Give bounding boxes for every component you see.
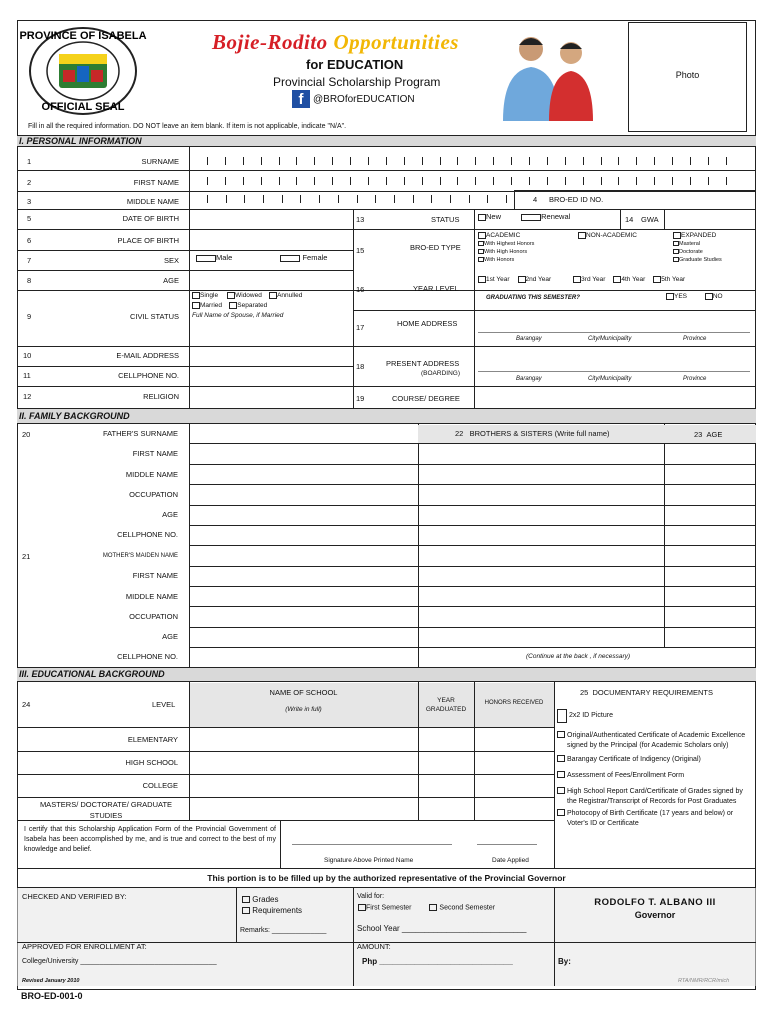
year-grad-header [418, 696, 474, 714]
type-academic-checkbox[interactable] [478, 232, 486, 239]
year-label: 3rd Year [581, 276, 606, 284]
level-masters: MASTERS/ DOCTORATE/ GRADUATE STUDIES [39, 800, 173, 820]
year-grad-header-line1: YEAR [437, 697, 455, 704]
requirements-check-label: Requirements [252, 906, 303, 915]
office-banner: This portion is to be filled up by the authorized representative of the Provincial Governor [207, 873, 566, 883]
type-academic-label: ACADEMIC [486, 232, 521, 240]
req-label: High School Report Card/Certificate of Grades signed by the Registrar/Transcript of Records for Post Graduates [567, 788, 743, 805]
academic-opt: With Honors [484, 257, 515, 264]
status-new-label: New [486, 212, 502, 221]
siblings-num: 22 [455, 429, 464, 438]
row-label: CELLPHONE NO. [118, 371, 179, 380]
academic-opt: With High Honors [484, 249, 528, 256]
row-label: RELIGION [143, 392, 179, 401]
level-college: COLLEGE [142, 781, 178, 790]
status-renewal-label: Renewal [541, 212, 571, 221]
sex-male-checkbox[interactable] [196, 255, 216, 262]
status-new-checkbox[interactable] [478, 214, 486, 221]
second-sem-checkbox[interactable] [429, 904, 437, 911]
bro-id-num: 4 [533, 195, 538, 204]
year-label: 1st Year [486, 276, 510, 284]
facebook-icon: f [292, 90, 310, 108]
second-sem-label: Second Semester [439, 904, 496, 912]
civil-widowed-label: Widowed [235, 292, 262, 299]
year-2-checkbox[interactable] [518, 276, 526, 283]
civil-separated-label: Separated [237, 302, 268, 309]
row-label: FIRST NAME [133, 178, 179, 187]
year-1-checkbox[interactable] [478, 276, 486, 283]
sibling-age-header [694, 430, 722, 439]
row-num: 10 [23, 351, 32, 360]
status-options [478, 212, 570, 221]
row-num: 7 [27, 256, 32, 265]
checked-options [242, 894, 302, 916]
home-address-num: 17 [356, 323, 365, 332]
type-label: BRO-ED TYPE [410, 243, 461, 252]
brand-part2: Rodito [267, 30, 334, 54]
civil-single-label: Single [200, 292, 219, 299]
row-num: 11 [23, 371, 31, 380]
date-applied-label: Date Applied [492, 857, 529, 864]
graduating-no-label: NO [712, 293, 723, 301]
revised-note: Revised January 2010 [22, 978, 80, 984]
father-num: 20 [22, 430, 31, 439]
certification-text: I certify that this Scholarship Application Form of the Provincial Government of Isabela has been accomplished by me, and is true and correct to the best of my knowledge and belief. [24, 826, 276, 853]
school-header-label: NAME OF SCHOOL [269, 688, 338, 697]
brand-part1: Bojie- [212, 30, 268, 54]
row-num: 2 [27, 178, 32, 187]
present-address-num: 18 [356, 362, 365, 371]
year-label: 2nd Year [525, 276, 552, 284]
first-sem-label: First Semester [366, 904, 412, 912]
present-address-label: PRESENT ADDRESS [386, 359, 460, 368]
civil-married-label: Married [200, 302, 223, 309]
req-label: Photocopy of Birth Certificate (17 years and below) or Voter's ID or Certificate [567, 810, 734, 827]
father-middlename-label: MIDDLE NAME [125, 469, 178, 479]
firstname-letter-boxes[interactable] [207, 177, 727, 185]
sex-female-label: Female [302, 253, 328, 262]
level-elementary: ELEMENTARY [127, 735, 178, 744]
mother-maiden-label: MOTHER'S MAIDEN NAME [102, 553, 178, 559]
type-nonacademic-label: NON-ACADEMIC [586, 232, 637, 240]
bro-id-label: BRO-ED ID NO. [549, 195, 604, 204]
year-label: 4th Year [621, 276, 646, 284]
governor-portrait-image [489, 27, 607, 121]
expanded-opt: Doctorate [679, 249, 703, 256]
middlename-letter-boxes[interactable] [207, 195, 507, 203]
row-label: MIDDLE NAME [126, 197, 179, 206]
valid-for-label: Valid for: [357, 893, 385, 900]
req-checkbox[interactable] [557, 709, 567, 723]
photo-label: Photo [675, 70, 700, 80]
siblings-header [455, 429, 610, 438]
section-education-title: III. EDUCATIONAL BACKGROUND [17, 667, 756, 682]
brand-subtitle: for EDUCATION [306, 57, 404, 72]
sex-female-checkbox[interactable] [280, 255, 300, 262]
graduating-yes-checkbox[interactable] [666, 293, 674, 300]
course-label: COURSE/ DEGREE [392, 394, 460, 403]
sibling-age-label: AGE [706, 430, 723, 439]
city-label: City/Municipality [588, 336, 632, 342]
year-3-checkbox[interactable] [573, 276, 581, 283]
by-label: By: [558, 957, 571, 966]
grades-label: Grades [252, 895, 279, 904]
instruction-text: Fill in all the required information. DO NOT leave an item blank. If item is not applicable, indicate "N/A". [28, 123, 347, 130]
father-occupation-label: OCCUPATION [129, 489, 178, 499]
req-label: Assessment of Fees/Enrollment Form [567, 772, 685, 779]
remarks-field[interactable]: Remarks: ______________ [240, 927, 327, 934]
status-renewal-checkbox[interactable] [521, 214, 541, 221]
college-field[interactable]: College/University ___________________________________ [22, 958, 217, 965]
row-num: 6 [27, 236, 32, 245]
section-family-title: II. FAMILY BACKGROUND [17, 408, 756, 424]
type-nonacademic [578, 232, 637, 239]
governor-name: RODOLFO T. ALBANO III [594, 897, 716, 908]
school-header-sub: (Write in full) [285, 706, 322, 713]
academic-opt: With Highest Honors [484, 241, 535, 248]
expanded-opt: Graduate Studies [679, 257, 722, 264]
expanded-opt: Masteral [679, 241, 701, 248]
sibling-age-num: 23 [694, 430, 703, 439]
civil-annulled-checkbox[interactable] [269, 292, 277, 299]
checked-by-label: CHECKED AND VERIFIED BY: [22, 892, 127, 901]
sex-options [196, 253, 327, 262]
photo-box[interactable] [628, 22, 747, 132]
req-checkbox[interactable] [557, 755, 565, 762]
row-num: 1 [27, 157, 32, 166]
seal-top-text: PROVINCE OF ISABELA [19, 30, 147, 42]
program-title: Provincial Scholarship Program [273, 75, 441, 89]
home-address-label: HOME ADDRESS [397, 319, 458, 328]
section-personal-title: I. PERSONAL INFORMATION [17, 135, 756, 147]
mother-occupation-label: OCCUPATION [129, 611, 178, 621]
yearlevel-label: YEAR LEVEL [413, 284, 459, 293]
gwa-label: GWA [641, 215, 659, 224]
social-handle [292, 90, 415, 108]
father-surname-label: FATHER'S SURNAME [102, 429, 178, 438]
barangay-label: Barangay [516, 376, 542, 382]
city-label: City/Municipality [588, 376, 632, 382]
school-header [189, 688, 418, 713]
type-expanded [673, 232, 722, 264]
req-label: 2x2 ID Picture [569, 712, 613, 719]
barangay-label: Barangay [516, 336, 542, 342]
req-label: Original/Authenticated Certificate of Academic Excellence signed by the Principal (for Academic Scholars only) [567, 732, 746, 749]
surname-letter-boxes[interactable] [207, 157, 727, 165]
brand-title [212, 30, 459, 55]
father-age-label: AGE [162, 510, 178, 520]
mother-labels [40, 552, 178, 674]
row-label: E-MAIL ADDRESS [116, 351, 179, 360]
continue-note: (Continue at the back , if necessary) [526, 653, 631, 660]
row-label: SEX [163, 256, 179, 265]
father-labels [40, 430, 178, 552]
req-checkbox[interactable] [557, 731, 565, 738]
type-nonacademic-checkbox[interactable] [578, 232, 586, 239]
siblings-label: BROTHERS & SISTERS (Write full name) [469, 429, 610, 438]
present-address-sub: (BOARDING) [421, 370, 460, 377]
row-num: 5 [27, 214, 32, 223]
requirements-list [557, 709, 751, 829]
mother-middlename-label: MIDDLE NAME [125, 591, 178, 601]
provincial-seal-logo [19, 26, 147, 116]
civil-widowed-checkbox[interactable] [227, 292, 235, 299]
semester-options [358, 904, 495, 911]
approved-label: APPROVED FOR ENROLLMENT AT: [22, 942, 147, 951]
row-num: 9 [27, 312, 32, 321]
spouse-note: Full Name of Spouse, if Married [192, 312, 284, 319]
row-num: 12 [23, 392, 32, 401]
province-label: Province [683, 336, 707, 342]
brand-part3: Opportunities [333, 30, 459, 54]
mother-cellphone-label: CELLPHONE NO. [117, 652, 178, 662]
mother-age-label: AGE [162, 632, 178, 642]
social-handle-text: @BROforEDUCATION [313, 93, 415, 105]
seal-bottom-text: OFFICIAL SEAL [41, 101, 125, 113]
graduating-options [666, 293, 723, 300]
req-checkbox[interactable] [557, 771, 565, 778]
course-num: 19 [356, 394, 365, 403]
graduating-no-checkbox[interactable] [705, 293, 713, 300]
province-label: Province [683, 376, 707, 382]
level-header: LEVEL [152, 700, 176, 709]
first-sem-checkbox[interactable] [358, 904, 366, 911]
amount-label: AMOUNT: [357, 942, 391, 951]
row-label: PLACE OF BIRTH [117, 236, 179, 245]
requirements-num: 25 [580, 688, 589, 697]
year-grad-header-line2: GRADUATED [425, 706, 467, 713]
civil-single-checkbox[interactable] [192, 292, 200, 299]
row-label: DATE OF BIRTH [122, 214, 179, 223]
row-num: 8 [27, 276, 32, 285]
status-num: 13 [356, 215, 365, 224]
initials-note: RTA/NMR/RCR/mich [678, 978, 730, 984]
gwa-num: 14 [625, 215, 634, 224]
graduating-question: GRADUATING THIS SEMESTER? [486, 295, 580, 301]
sex-male-label: Male [216, 253, 233, 262]
graduating-yes-label: YES [674, 293, 688, 301]
requirements-checkbox[interactable] [242, 907, 250, 914]
year-options [478, 276, 685, 283]
governor-title: Governor [634, 910, 676, 920]
type-num: 15 [356, 246, 365, 255]
father-firstname-label: FIRST NAME [132, 449, 178, 459]
requirements-header [580, 688, 713, 697]
req-checkbox[interactable] [557, 787, 565, 794]
mother-firstname-label: FIRST NAME [132, 571, 178, 581]
req-label: Barangay Certificate of Indigency (Original) [567, 756, 701, 763]
yearlevel-num: 16 [356, 285, 365, 294]
row-label: CIVIL STATUS [129, 312, 179, 321]
grades-checkbox[interactable] [242, 896, 250, 903]
row-label: SURNAME [141, 157, 179, 166]
row-label: AGE [163, 276, 179, 285]
father-cellphone-label: CELLPHONE NO. [117, 530, 178, 540]
year-label: 5th Year [661, 276, 686, 284]
signature-label: Signature Above Printed Name [324, 857, 414, 864]
civil-annulled-label: Annulled [277, 292, 303, 299]
req-checkbox[interactable] [557, 809, 565, 816]
civil-married-checkbox[interactable] [192, 302, 200, 309]
requirements-label: DOCUMENTARY REQUIREMENTS [592, 688, 713, 697]
mother-num: 21 [22, 552, 31, 561]
form-code: BRO-ED-001-0 [21, 991, 83, 1001]
school-year-field[interactable]: School Year ____________________________ [357, 924, 527, 933]
civil-status-options [192, 291, 302, 321]
level-highschool: HIGH SCHOOL [125, 758, 178, 767]
type-academic [478, 232, 534, 264]
education-num: 24 [22, 700, 31, 709]
row-num: 3 [27, 197, 32, 206]
php-field[interactable]: Php ______________________________ [362, 957, 513, 966]
type-expanded-checkbox[interactable] [673, 232, 681, 239]
honors-header: HONORS RECEIVED [484, 700, 544, 706]
status-label: STATUS [431, 215, 460, 224]
type-expanded-label: EXPANDED [681, 232, 717, 240]
